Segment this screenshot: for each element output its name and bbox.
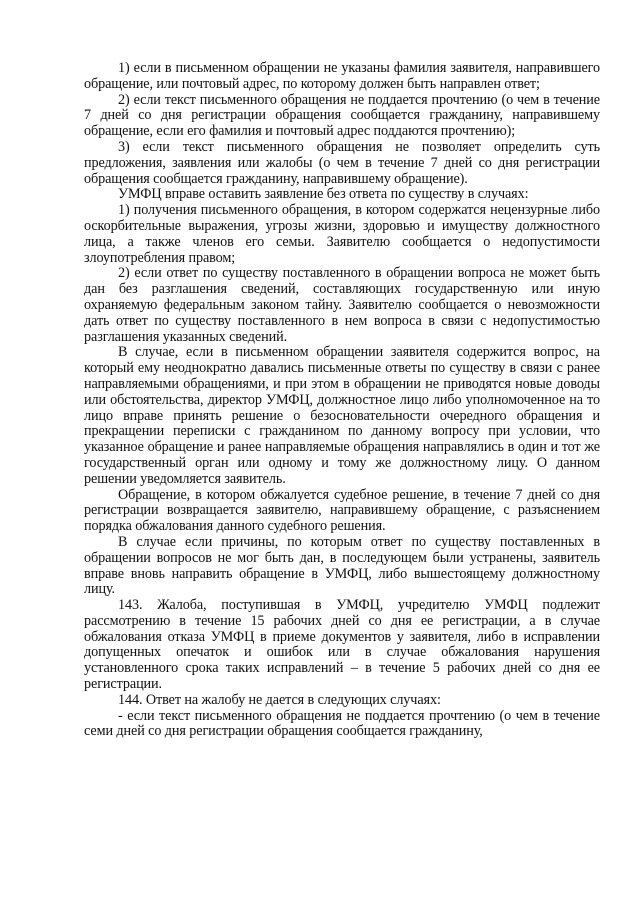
paragraph-3: 3) если текст письменного обращения не позволяет определить суть предложения, заявления или жалобы (о чем в течение 7 дней со дня регистрации обращения сообщается гражданину, направившему обращение). — [84, 138, 600, 187]
paragraph-1: 1) если в письменном обращении не указаны фамилия заявителя, направившего обращение, или почтовый адрес, по которому должен быть направлен ответ; — [84, 60, 600, 92]
paragraph-9: В случае если причины, по которым ответ по существу поставленных в обращении вопросов не мог быть дан, в последующем были устранены, заявитель вправе вновь направить обращение в УМФЦ, либо вышестоящему должностному лицу. — [84, 533, 600, 598]
paragraph-4: УМФЦ вправе оставить заявление без ответа по существу в случаях: — [118, 186, 529, 203]
paragraph-11: 144. Ответ на жалобу не дается в следующих случаях: — [118, 691, 441, 708]
paragraph-8: Обращение, в котором обжалуется судебное решение, в течение 7 дней со дня регистрации возвращается заявителю, направившему обращение, с разъяснением порядка обжалования данного судебного решения. — [84, 486, 600, 535]
paragraph-10: 143. Жалоба, поступившая в УМФЦ, учредителю УМФЦ подлежит рассмотрению в течение 15 рабочих дней со дня ее регистрации, а в случае обжалования отказа УМФЦ в приеме документов у заявителя, либо в исправлении допущенных опечаток и ошибок или в случае обжалования нарушения установленного срока таких исправлений – в течение 5 рабочих дней со дня ее регистрации. — [84, 597, 600, 693]
paragraph-12: - если текст письменного обращения не поддается прочтению (о чем в течение семи дней со дня регистрации обращения сообщается гражданину, — [84, 707, 600, 740]
paragraph-5: 1) получения письменного обращения, в котором содержатся нецензурные либо оскорбительные выражения, угрозы жизни, здоровью и имуществу должностного лица, а также членов его семьи. Заявителю сообщается о недопустимости злоупотребления правом; — [84, 202, 600, 266]
paragraph-6: 2) если ответ по существу поставленного в обращении вопроса не может быть дан без разглашения сведений, составляющих государственную или иную охраняемую федеральным законом тайну. Заявителю сообщается о невозможности дать ответ по существу поставленного в нем вопроса в связи с недопустимостью разглашения указанных сведений. — [84, 265, 600, 345]
paragraph-2: 2) если текст письменного обращения не поддается прочтению (о чем в течение 7 дней со дня регистрации обращения сообщается гражданину, направившему обращение, если его фамилия и почтовый адрес поддаются прочтению); — [84, 91, 600, 140]
paragraph-7: В случае, если в письменном обращении заявителя содержится вопрос, на который ему неоднократно давались письменные ответы по существу в связи с ранее направляемыми обращениями, и при этом в обращении не приводятся новые доводы или обстоятельства, директор УМФЦ, должностное лицо либо уполномоченное на то лицо вправе принять решение о безосновательности очередного обращения и прекращении переписки с гражданином по данному вопросу при условии, что указанное обращение и ранее направляемые обращения направлялись в один и тот же государственный орган или одному и тому же должностному лицу. О данном решении уведомляется заявитель. — [84, 344, 600, 487]
